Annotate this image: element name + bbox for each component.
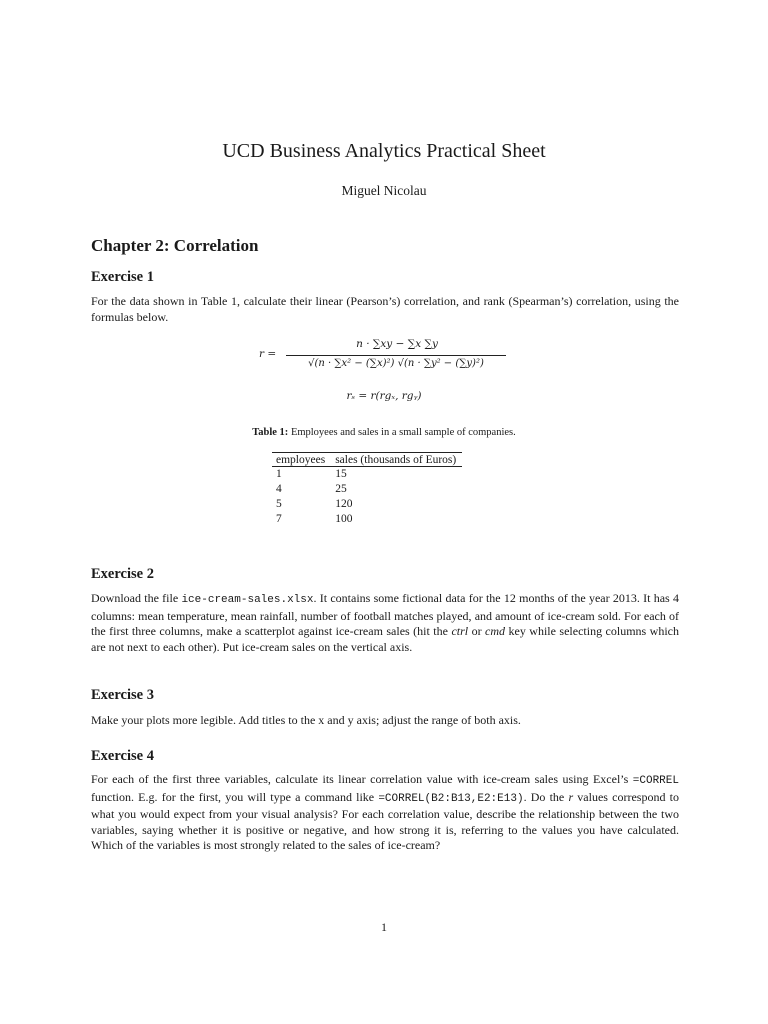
chapter-heading: Chapter 2: Correlation bbox=[91, 236, 259, 255]
exercise-2-text-part: . It contains some fictional data for the 12 months of the year 2013. It has 4 columns: mean temperature, mean rainfall, number of football matches played, and amount of ice-cream sold. For each of the first three columns, make a scatterplot against ice-cream sales (hit the bbox=[91, 591, 679, 639]
table-cell: 25 bbox=[335, 483, 347, 495]
formula-numerator: n · ∑xy − ∑x ∑y bbox=[356, 338, 438, 350]
exercise-2-heading: Exercise 2 bbox=[91, 566, 154, 582]
table-cell: 100 bbox=[335, 513, 353, 525]
exercise-4-heading: Exercise 4 bbox=[91, 748, 154, 764]
table-caption-label: Table 1: bbox=[252, 427, 289, 438]
table-row bbox=[272, 482, 462, 497]
formula-denominator: √(n · ∑x² − (∑x)²) √(n · ∑y² − (∑y)²) bbox=[308, 358, 484, 369]
column-header-employees: employees bbox=[272, 453, 331, 467]
formula-r-lhs: r = bbox=[259, 348, 277, 360]
fraction-bar bbox=[286, 355, 506, 356]
table-cell: 15 bbox=[335, 468, 347, 480]
table-cell: 7 bbox=[276, 513, 282, 525]
exercise-4-text-part: For each of the first three variables, calculate its linear correlation value with ice-cream sales using Excel’s bbox=[91, 772, 633, 786]
exercise-1-text: For the data shown in Table 1, calculate their linear (Pearson’s) correlation, and rank (Spearman’s) correlation, using the formulas below. bbox=[91, 294, 679, 324]
column-header-sales: sales (thousands of Euros) bbox=[331, 453, 462, 467]
exercise-3-heading: Exercise 3 bbox=[91, 687, 154, 703]
document-title: UCD Business Analytics Practical Sheet bbox=[222, 140, 546, 162]
table-header-row bbox=[272, 453, 462, 467]
exercise-3-text: Make your plots more legible. Add titles to the x and y axis; adjust the range of both axis. bbox=[91, 713, 521, 727]
exercise-4-text-part: function. E.g. for the first, you will type a command like bbox=[91, 789, 379, 804]
filename: ice-cream-sales.xlsx bbox=[181, 594, 314, 606]
page-number: 1 bbox=[381, 920, 387, 934]
exercise-4-text-part: . Do the bbox=[523, 789, 569, 804]
exercise-1-heading: Exercise 1 bbox=[91, 269, 154, 285]
key-ctrl: ctrl bbox=[451, 624, 469, 639]
table-caption bbox=[0, 427, 768, 438]
exercise-4-text bbox=[91, 772, 679, 854]
exercise-2-text-part: or bbox=[468, 624, 486, 639]
variable-r: r bbox=[568, 789, 574, 804]
table-caption-text: Employees and sales in a small sample of companies. bbox=[290, 427, 516, 438]
table-cell: 5 bbox=[276, 498, 282, 510]
exercise-2-text-part: key while selecting columns which are not next to each other). Put ice-cream sales on the vertical axis. bbox=[91, 624, 679, 654]
table-row bbox=[272, 467, 462, 483]
exercise-4-text-part: values correspond to what you would expect from your visual analysis? For each correlation value, describe the relationship between the two variables, saying whether it is positive or negative, and how strong it is, referring to the values you have calculated. Which of the variables is most strongly related to the sales of ice-cream? bbox=[91, 789, 679, 853]
table-cell: 4 bbox=[276, 483, 282, 495]
table-row bbox=[272, 497, 462, 512]
key-cmd: cmd bbox=[485, 624, 506, 639]
table-cell: 120 bbox=[335, 498, 353, 510]
table-row bbox=[272, 512, 462, 527]
excel-command: =CORREL(B2:B13,E2:E13) bbox=[378, 792, 524, 805]
formula-spearman: rₛ = r(rgₓ, rgᵧ) bbox=[346, 390, 422, 402]
author-name: Miguel Nicolau bbox=[341, 183, 427, 198]
excel-function: =CORREL bbox=[632, 775, 679, 787]
data-table bbox=[272, 452, 462, 527]
exercise-2-text bbox=[91, 591, 679, 655]
exercise-2-text-part: Download the file bbox=[91, 591, 182, 605]
table-cell: 1 bbox=[276, 468, 282, 480]
